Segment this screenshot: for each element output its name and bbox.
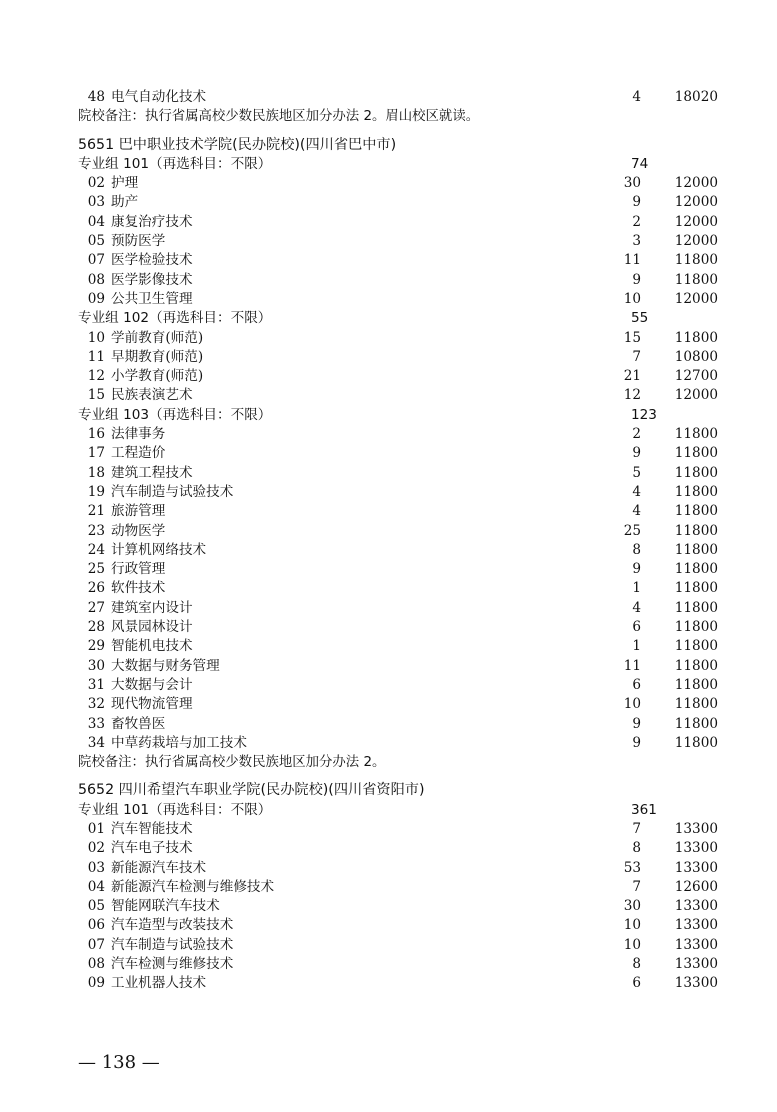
major-name: 小学教育(师范) <box>111 368 204 385</box>
school-title: 5651 巴中职业技术学院(民办院校)(四川省巴中市) <box>78 136 397 153</box>
major-count: 1 <box>632 638 641 655</box>
major-count: 25 <box>623 522 641 539</box>
major-code: 03 <box>87 194 105 211</box>
major-name: 预防医学 <box>111 233 166 250</box>
page-number: — 138 — <box>78 1052 160 1073</box>
major-name: 大数据与财务管理 <box>111 657 220 674</box>
major-count: 30 <box>623 175 641 192</box>
major-code: 11 <box>87 348 105 365</box>
major-name: 新能源汽车检测与维修技术 <box>111 878 275 895</box>
major-name: 早期教育(师范) <box>111 348 204 365</box>
major-name: 汽车检测与维修技术 <box>111 956 234 973</box>
major-name: 工程造价 <box>111 445 166 462</box>
major-code: 01 <box>87 820 105 837</box>
major-fee: 12000 <box>674 175 718 192</box>
major-row <box>78 329 718 348</box>
major-count: 5 <box>632 464 641 481</box>
group-label: 专业组 101（再选科目：不限） <box>78 155 272 172</box>
major-code: 15 <box>87 387 105 404</box>
major-code: 24 <box>87 541 105 558</box>
major-count: 7 <box>632 878 641 895</box>
major-name: 助产 <box>111 194 139 211</box>
major-row <box>78 859 718 878</box>
major-code: 08 <box>87 956 105 973</box>
major-count: 10 <box>623 290 641 307</box>
major-row <box>78 213 718 232</box>
major-name: 工业机器人技术 <box>111 975 207 992</box>
major-fee: 13300 <box>674 840 718 857</box>
major-row <box>78 444 718 463</box>
major-name: 软件技术 <box>111 580 166 597</box>
major-code: 04 <box>87 213 105 230</box>
major-count: 10 <box>623 696 641 713</box>
major-row <box>78 290 718 309</box>
major-count: 6 <box>632 619 641 636</box>
major-name: 法律事务 <box>111 426 166 443</box>
major-code: 32 <box>87 696 105 713</box>
major-fee: 11800 <box>674 696 718 713</box>
major-fee: 11800 <box>674 580 718 597</box>
major-fee: 13300 <box>674 936 718 953</box>
major-name: 汽车造型与改装技术 <box>111 917 234 934</box>
major-fee: 12000 <box>674 194 718 211</box>
major-fee: 11800 <box>674 734 718 751</box>
major-name: 新能源汽车技术 <box>111 859 207 876</box>
major-name: 现代物流管理 <box>111 696 193 713</box>
major-count: 4 <box>632 503 641 520</box>
major-code: 04 <box>87 878 105 895</box>
major-count: 2 <box>632 213 641 230</box>
major-code: 07 <box>87 252 105 269</box>
group-count: 55 <box>631 310 649 327</box>
major-count: 7 <box>632 820 641 837</box>
major-fee: 13300 <box>674 820 718 837</box>
major-count: 11 <box>623 657 641 674</box>
document-body <box>78 88 718 994</box>
major-count: 21 <box>623 368 641 385</box>
major-code: 30 <box>87 657 105 674</box>
major-count: 8 <box>632 956 641 973</box>
major-fee: 11800 <box>674 638 718 655</box>
major-fee: 12000 <box>674 387 718 404</box>
major-row <box>78 955 718 974</box>
major-fee: 12600 <box>674 878 718 895</box>
major-name: 行政管理 <box>111 561 166 578</box>
major-count: 15 <box>623 329 641 346</box>
major-row <box>78 522 718 541</box>
major-row <box>78 715 718 734</box>
major-code: 29 <box>87 638 105 655</box>
major-code: 16 <box>87 426 105 443</box>
major-name: 公共卫生管理 <box>111 290 193 307</box>
major-fee: 11800 <box>674 271 718 288</box>
major-name: 护理 <box>111 175 139 192</box>
major-group-header <box>78 155 718 174</box>
major-name: 康复治疗技术 <box>111 213 193 230</box>
major-fee: 11800 <box>674 483 718 500</box>
major-code: 18 <box>87 464 105 481</box>
major-fee: 18020 <box>674 89 718 105</box>
major-name: 汽车制造与试验技术 <box>111 936 234 953</box>
major-fee: 11800 <box>674 715 718 732</box>
major-count: 30 <box>623 898 641 915</box>
major-count: 3 <box>632 233 641 250</box>
major-row <box>78 734 718 753</box>
school-title: 5652 四川希望汽车职业学院(民办院校)(四川省资阳市) <box>78 782 425 799</box>
major-fee: 13300 <box>674 898 718 915</box>
major-fee: 13300 <box>674 917 718 934</box>
major-fee: 11800 <box>674 252 718 269</box>
major-code: 27 <box>87 599 105 616</box>
major-row <box>78 839 718 858</box>
major-fee: 13300 <box>674 859 718 876</box>
major-name: 医学检验技术 <box>111 252 193 269</box>
major-fee: 12000 <box>674 290 718 307</box>
major-code: 08 <box>87 271 105 288</box>
major-row <box>78 174 718 193</box>
major-row <box>78 251 718 270</box>
major-name: 汽车制造与试验技术 <box>111 483 234 500</box>
major-name: 中草药栽培与加工技术 <box>111 734 247 751</box>
major-fee: 11800 <box>674 619 718 636</box>
major-row <box>78 974 718 993</box>
major-fee: 11800 <box>674 676 718 693</box>
major-fee: 11800 <box>674 561 718 578</box>
major-fee: 13300 <box>674 956 718 973</box>
group-label: 专业组 103（再选科目：不限） <box>78 406 272 423</box>
major-fee: 11800 <box>674 426 718 443</box>
major-name: 计算机网络技术 <box>111 541 207 558</box>
school-list <box>78 136 718 994</box>
major-code: 03 <box>87 859 105 876</box>
major-row <box>78 560 718 579</box>
major-row <box>78 502 718 521</box>
major-code: 23 <box>87 522 105 539</box>
major-name: 汽车智能技术 <box>111 820 193 837</box>
major-code: 31 <box>87 676 105 693</box>
major-group-header <box>78 309 718 328</box>
major-row <box>78 271 718 290</box>
major-row <box>78 599 718 618</box>
major-row <box>78 878 718 897</box>
major-count: 9 <box>632 445 641 462</box>
major-name: 旅游管理 <box>111 503 166 520</box>
group-count: 74 <box>631 155 649 172</box>
major-code: 10 <box>87 329 105 346</box>
major-fee: 11800 <box>674 657 718 674</box>
major-fee: 11800 <box>674 464 718 481</box>
major-code: 12 <box>87 368 105 385</box>
major-name: 大数据与会计 <box>111 676 193 693</box>
major-code: 33 <box>87 715 105 732</box>
major-fee: 11800 <box>674 503 718 520</box>
major-code: 09 <box>87 975 105 992</box>
major-count: 10 <box>623 936 641 953</box>
major-count: 12 <box>623 387 641 404</box>
group-count: 361 <box>631 801 657 818</box>
major-count: 9 <box>632 715 641 732</box>
major-name: 汽车电子技术 <box>111 840 193 857</box>
major-fee: 12700 <box>674 368 718 385</box>
major-row <box>78 916 718 935</box>
major-code: 28 <box>87 619 105 636</box>
major-row <box>78 425 718 444</box>
school-note: 院校备注：执行省属高校少数民族地区加分办法 2。 <box>78 755 386 771</box>
major-code: 05 <box>87 233 105 250</box>
major-count: 6 <box>632 975 641 992</box>
major-count: 53 <box>623 859 641 876</box>
major-row <box>78 367 718 386</box>
major-fee: 12000 <box>674 213 718 230</box>
major-row <box>78 695 718 714</box>
major-count: 2 <box>632 426 641 443</box>
major-row <box>78 897 718 916</box>
group-label: 专业组 101（再选科目：不限） <box>78 801 272 818</box>
major-count: 4 <box>632 483 641 500</box>
major-row <box>78 386 718 405</box>
major-code: 21 <box>87 503 105 520</box>
group-count: 123 <box>631 406 657 423</box>
major-name: 建筑工程技术 <box>111 464 193 481</box>
major-count: 9 <box>632 271 641 288</box>
major-count: 4 <box>632 599 641 616</box>
major-name: 风景园林设计 <box>111 619 193 636</box>
major-name: 智能机电技术 <box>111 638 193 655</box>
major-count: 11 <box>623 252 641 269</box>
major-code: 02 <box>87 840 105 857</box>
major-group-header <box>78 406 718 425</box>
major-count: 8 <box>632 541 641 558</box>
major-code: 09 <box>87 290 105 307</box>
major-row <box>78 657 718 676</box>
major-row <box>78 618 718 637</box>
major-row <box>78 88 718 107</box>
major-row <box>78 676 718 695</box>
major-code: 19 <box>87 483 105 500</box>
major-fee: 11800 <box>674 329 718 346</box>
major-name: 医学影像技术 <box>111 271 193 288</box>
major-code: 26 <box>87 580 105 597</box>
major-name: 民族表演艺术 <box>111 387 193 404</box>
major-group-header <box>78 801 718 820</box>
major-row <box>78 193 718 212</box>
major-fee: 12000 <box>674 233 718 250</box>
major-code: 34 <box>87 734 105 751</box>
major-fee: 13300 <box>674 975 718 992</box>
major-fee: 11800 <box>674 541 718 558</box>
major-count: 8 <box>632 840 641 857</box>
major-row <box>78 637 718 656</box>
major-row <box>78 936 718 955</box>
major-code: 02 <box>87 175 105 192</box>
major-name: 电气自动化技术 <box>111 89 207 105</box>
major-name: 学前教育(师范) <box>111 329 204 346</box>
major-name: 畜牧兽医 <box>111 715 166 732</box>
major-count: 9 <box>632 194 641 211</box>
major-row <box>78 541 718 560</box>
major-count: 9 <box>632 734 641 751</box>
major-row <box>78 232 718 251</box>
major-name: 智能网联汽车技术 <box>111 898 220 915</box>
major-count: 7 <box>632 348 641 365</box>
major-code: 17 <box>87 445 105 462</box>
major-count: 4 <box>632 89 641 105</box>
major-count: 10 <box>623 917 641 934</box>
major-count: 9 <box>632 561 641 578</box>
major-row <box>78 579 718 598</box>
major-row <box>78 483 718 502</box>
major-name: 动物医学 <box>111 522 166 539</box>
major-count: 6 <box>632 676 641 693</box>
major-count: 1 <box>632 580 641 597</box>
major-code: 07 <box>87 936 105 953</box>
major-code: 06 <box>87 917 105 934</box>
major-fee: 11800 <box>674 445 718 462</box>
major-code: 25 <box>87 561 105 578</box>
group-label: 专业组 102（再选科目：不限） <box>78 310 272 327</box>
major-fee: 11800 <box>674 522 718 539</box>
major-row <box>78 464 718 483</box>
major-fee: 11800 <box>674 599 718 616</box>
major-fee: 10800 <box>674 348 718 365</box>
major-code: 48 <box>87 89 105 105</box>
school-note: 院校备注：执行省属高校少数民族地区加分办法 2。眉山校区就读。 <box>78 109 480 125</box>
major-code: 05 <box>87 898 105 915</box>
major-row <box>78 348 718 367</box>
major-row <box>78 820 718 839</box>
major-name: 建筑室内设计 <box>111 599 193 616</box>
